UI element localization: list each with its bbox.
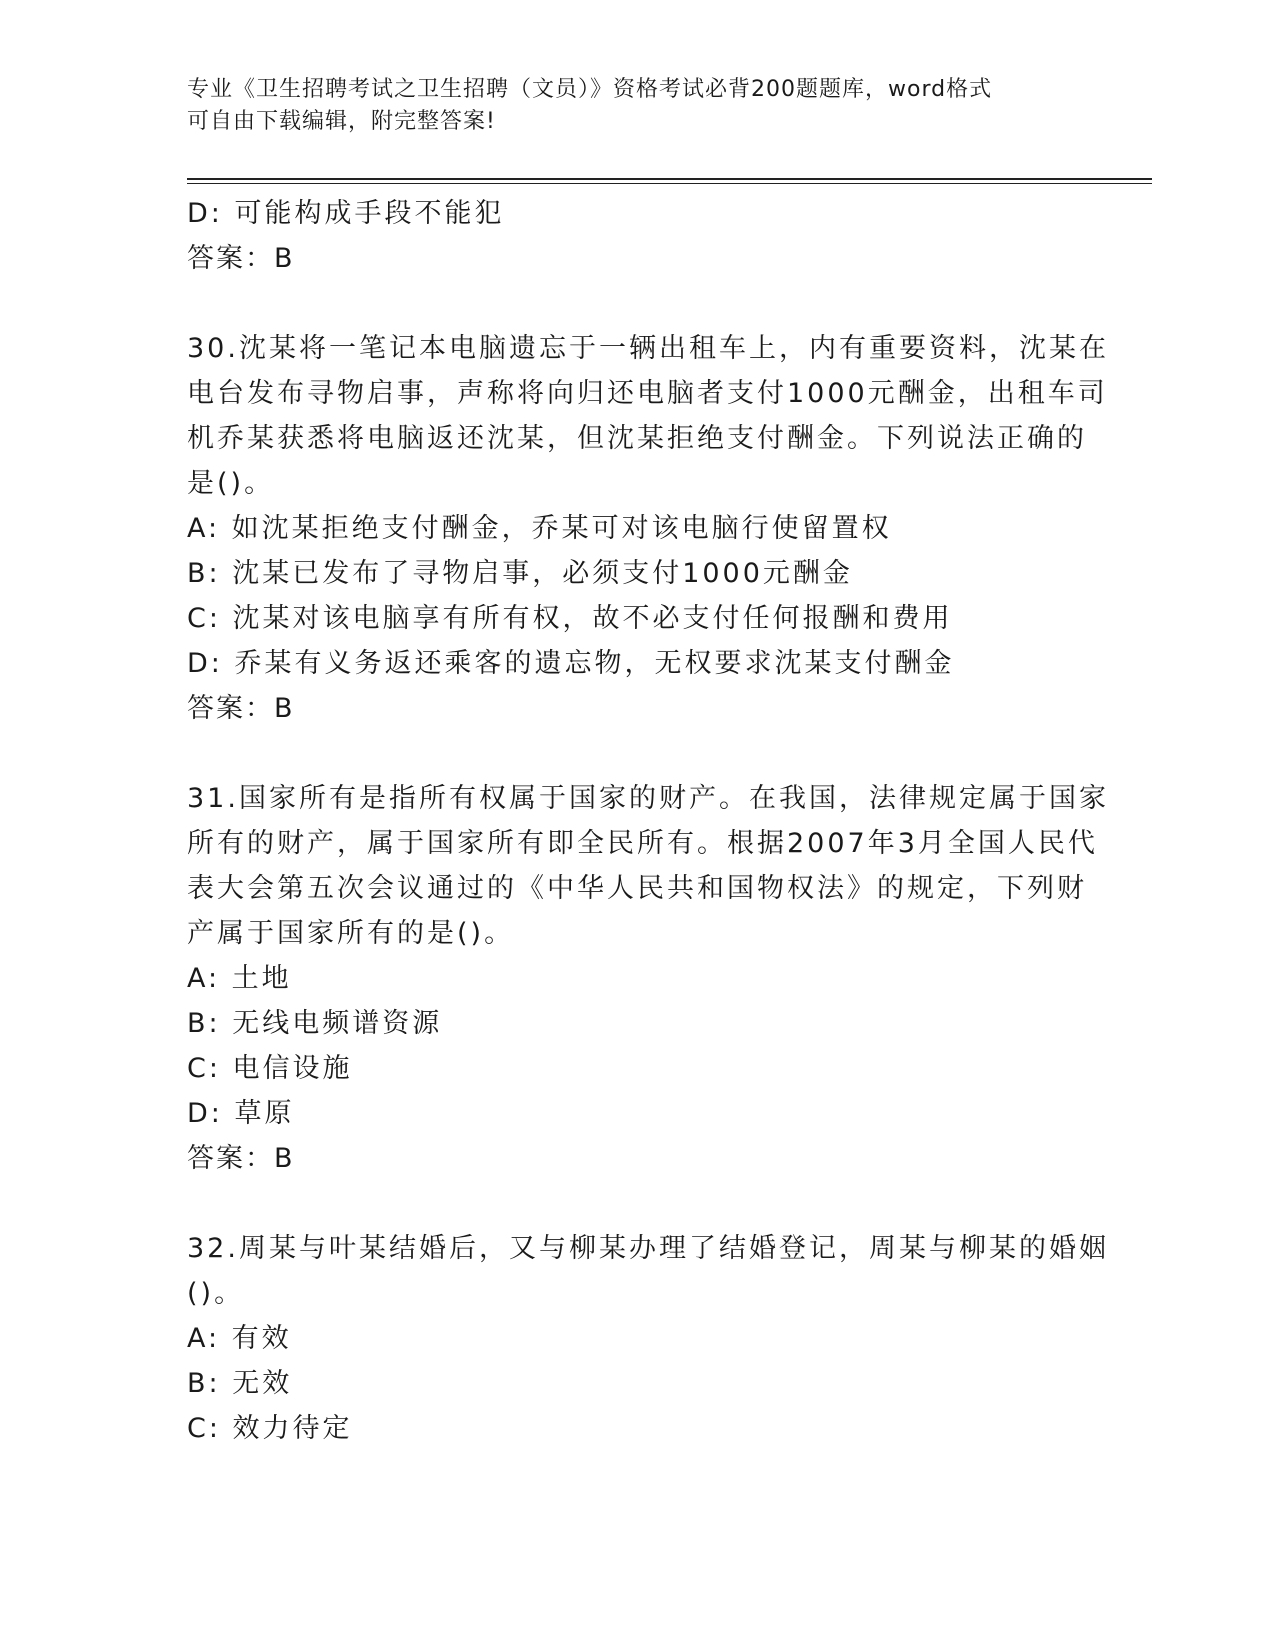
- question-31-text-line: 表大会第五次会议通过的《中华人民共和国物权法》的规定，下列财: [187, 873, 1087, 904]
- question-32-option-b: B: 无效: [187, 1368, 293, 1399]
- spacer: [187, 281, 1087, 326]
- prev-option-d: D: 可能构成手段不能犯: [187, 198, 505, 229]
- question-30-text-line: 是()。: [187, 468, 275, 499]
- question-content: [187, 191, 1109, 1451]
- question-30-text-line: 机乔某获悉将电脑返还沈某，但沈某拒绝支付酬金。下列说法正确的: [187, 423, 1087, 454]
- document-header: [187, 74, 1067, 138]
- question-30-text-line: 电台发布寻物启事，声称将向归还电脑者支付1000元酬金，出租车司: [187, 378, 1108, 409]
- question-30-option-a: A: 如沈某拒绝支付酬金，乔某可对该电脑行使留置权: [187, 513, 892, 544]
- header-divider-thin: [187, 183, 1152, 184]
- question-31-text-line: 31.国家所有是指所有权属于国家的财产。在我国，法律规定属于国家: [187, 783, 1109, 814]
- question-31-text-line: 产属于国家所有的是()。: [187, 918, 515, 949]
- question-30-text-line: 30.沈某将一笔记本电脑遗忘于一辆出租车上，内有重要资料，沈某在: [187, 333, 1109, 364]
- question-31-option-a: A: 土地: [187, 963, 292, 994]
- spacer: [187, 1181, 1087, 1226]
- question-31-option-c: C: 电信设施: [187, 1053, 353, 1084]
- question-31-answer: 答案：B: [187, 1143, 295, 1174]
- question-31: [187, 776, 1109, 1181]
- spacer: [187, 731, 1087, 776]
- question-32-option-a: A: 有效: [187, 1323, 292, 1354]
- question-31-option-d: D: 草原: [187, 1098, 295, 1129]
- question-30-option-b: B: 沈某已发布了寻物启事，必须支付1000元酬金: [187, 558, 853, 589]
- question-31-text-line: 所有的财产，属于国家所有即全民所有。根据2007年3月全国人民代: [187, 828, 1098, 859]
- question-32-option-c: C: 效力待定: [187, 1413, 353, 1444]
- question-32-text-line: 32.周某与叶某结婚后，又与柳某办理了结婚登记，周某与柳某的婚姻: [187, 1233, 1109, 1264]
- question-30: [187, 326, 1109, 731]
- question-32-text-line: ()。: [187, 1278, 245, 1309]
- header-title-line-1: 专业《卫生招聘考试之卫生招聘（文员）》资格考试必背200题题库，word格式: [187, 77, 993, 102]
- header-divider-thick: [187, 178, 1152, 180]
- question-31-option-b: B: 无线电频谱资源: [187, 1008, 443, 1039]
- header-title-line-2: 可自由下载编辑，附完整答案!: [187, 109, 496, 134]
- question-32: [187, 1226, 1109, 1451]
- prev-answer: 答案：B: [187, 243, 295, 274]
- question-30-option-c: C: 沈某对该电脑享有所有权，故不必支付任何报酬和费用: [187, 603, 953, 634]
- question-30-option-d: D: 乔某有义务返还乘客的遗忘物，无权要求沈某支付酬金: [187, 648, 955, 679]
- question-30-answer: 答案：B: [187, 693, 295, 724]
